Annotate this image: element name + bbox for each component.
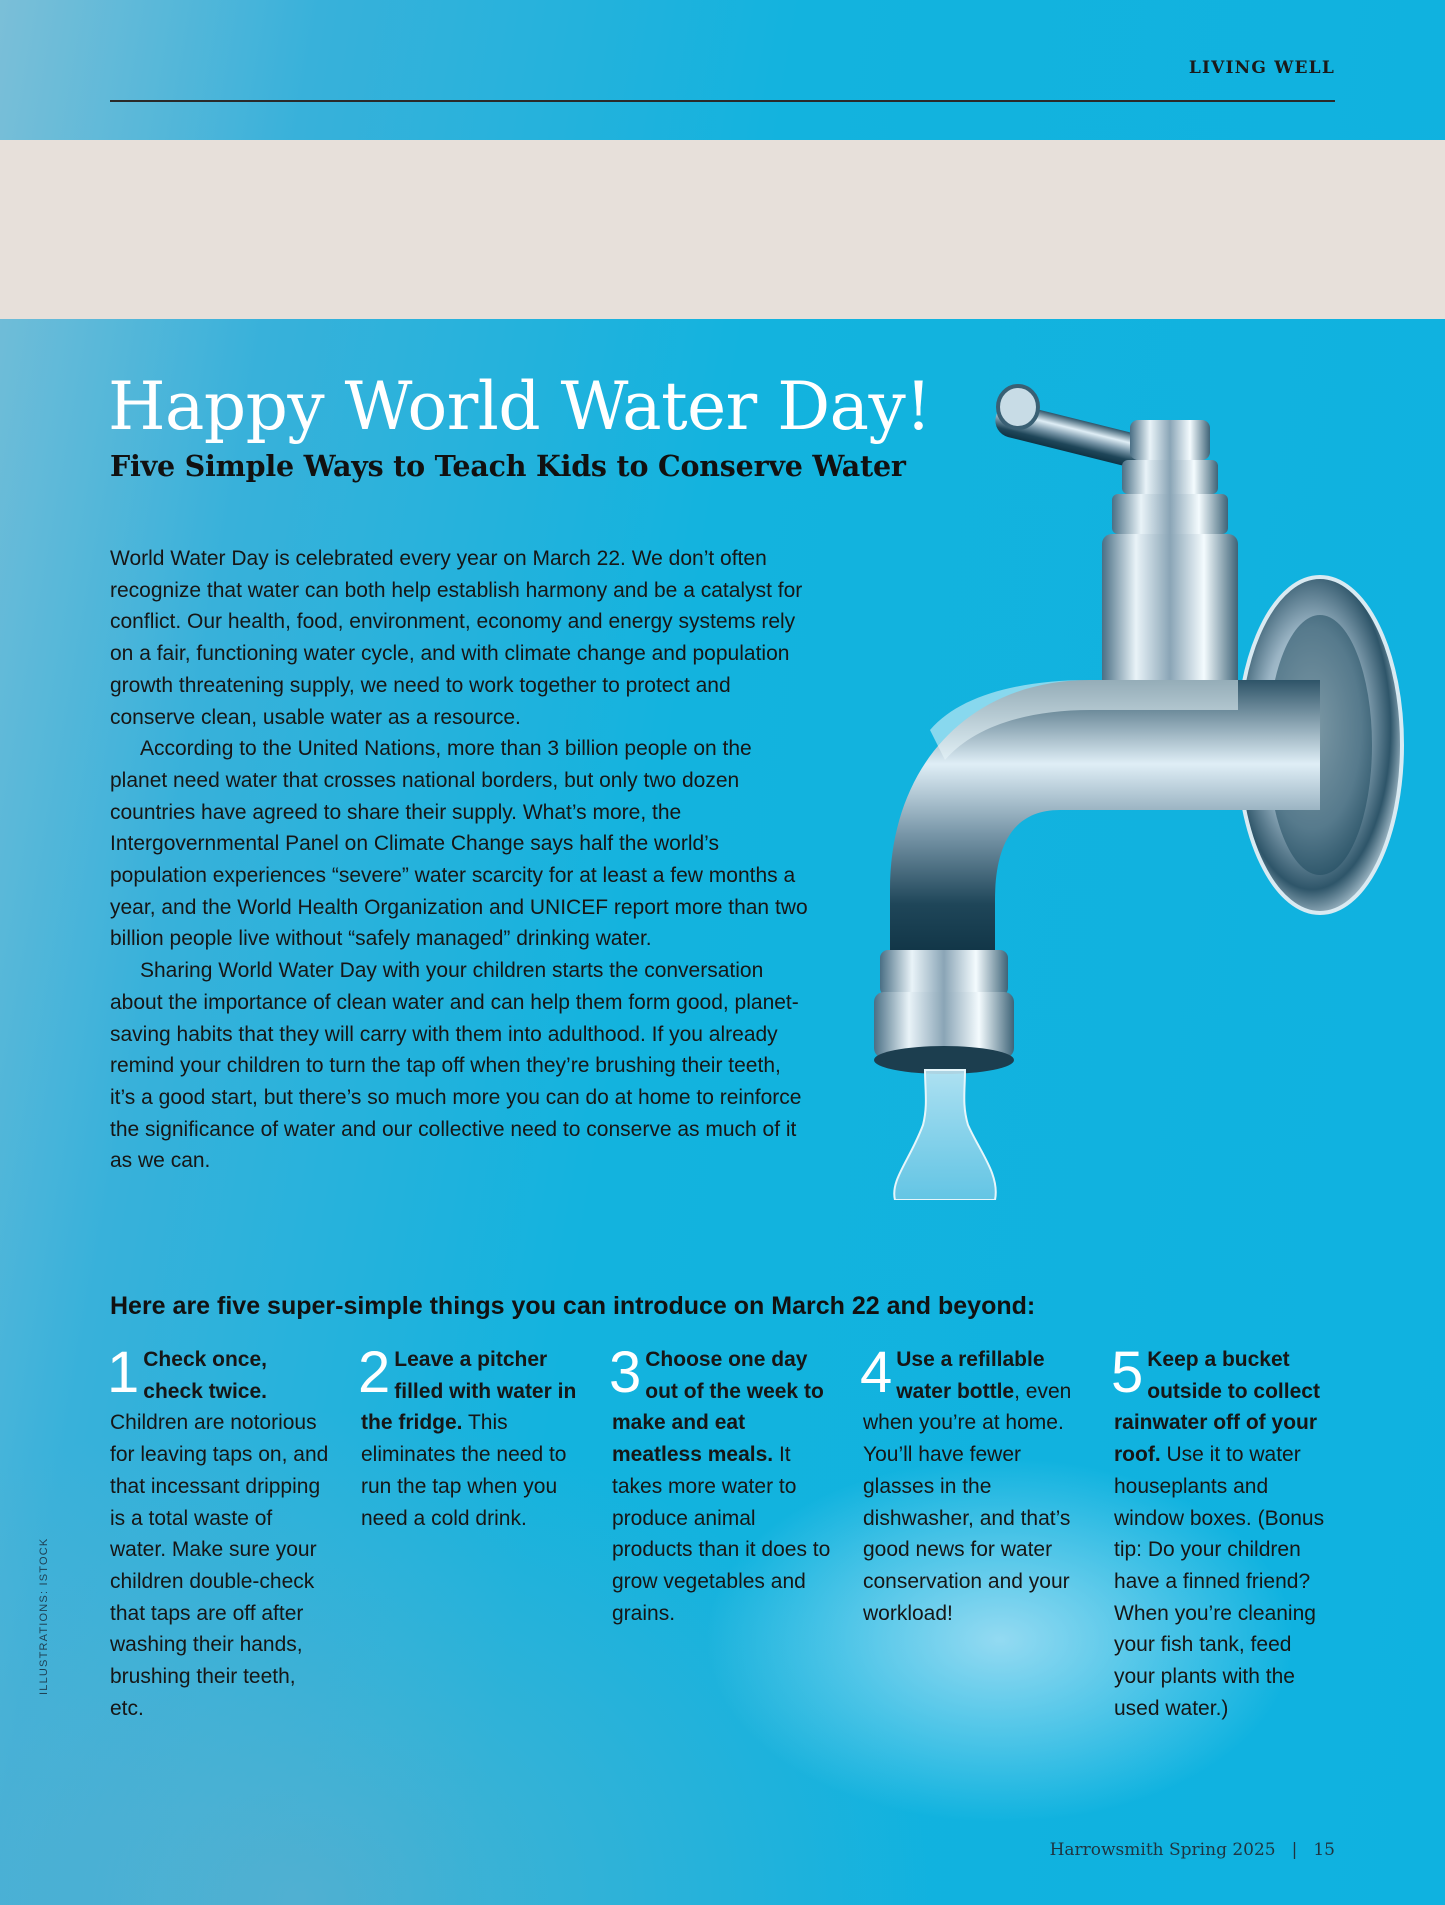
tip-lead: Leave a pitcher filled with water in the fridge. (361, 1348, 577, 1435)
tip-number: 1 (107, 1340, 140, 1405)
intro-text (110, 543, 810, 1177)
tip-text: , even when you’re at home. You’ll have fewer glasses in the dishwasher, and that’s good news for water conservation and your workload! (863, 1379, 1072, 1625)
tip-text: Use it to water houseplants and window boxes. (Bonus tip: Do your children have a finned friend? When you’re cleaning your fish tank, feed your plants with the used water.) (1114, 1443, 1325, 1720)
tip-number: 5 (1111, 1340, 1144, 1405)
tips-heading: Here are five super-simple things you can introduce on March 22 and beyond: (110, 1292, 1036, 1320)
intro-paragraph-3: Sharing World Water Day with your children starts the conversation about the importance of clean water and can help them form good, planet-saving habits that they will carry with them into adulthood. If you already remind your children to turn the tap off when they’re brushing their teeth, it’s a good start, but there’s so much more you can do at home to reinforce the significance of water and our collective need to conserve as much of it as we can. (110, 959, 802, 1173)
tip-1 (107, 1340, 331, 1724)
illustration-credit: ILLUSTRATIONS: ISTOCK (38, 1537, 50, 1695)
tip-lead: Check once, check twice. (143, 1348, 267, 1403)
tip-number: 3 (609, 1340, 642, 1405)
page-number: 15 (1313, 1840, 1335, 1860)
article-title: Happy World Water Day! (108, 368, 932, 445)
intro-paragraph-1: World Water Day is celebrated every year on March 22. We don’t often recognize that water can both help establish harmony and be a catalyst for conflict. Our health, food, environment, economy and energy systems rely on a fair, functioning water cycle, and with climate change and population growth threatening supply, we need to work together to protect and conserve clean, usable water as a resource. (110, 547, 803, 729)
banner-band (0, 140, 1445, 319)
tip-text: It takes more water to produce animal products than it does to grow vegetables and grains. (612, 1443, 831, 1625)
tip-lead: Keep a bucket outside to collect rainwater off of your roof. (1114, 1348, 1320, 1467)
faucet-illustration (760, 380, 1410, 1200)
article-subtitle: Five Simple Ways to Teach Kids to Conserve Water (110, 449, 906, 483)
page-footer (1050, 1840, 1335, 1860)
tip-4 (860, 1340, 1084, 1724)
tips-list (107, 1340, 1350, 1724)
tip-2 (358, 1340, 582, 1724)
tip-lead: Use a refillable water bottle (896, 1348, 1045, 1403)
tip-number: 4 (860, 1340, 893, 1405)
tip-text: This eliminates the need to run the tap when you need a cold drink. (361, 1411, 567, 1530)
tip-5 (1111, 1340, 1335, 1724)
tip-lead: Choose one day out of the week to make and eat meatless meals. (612, 1348, 824, 1467)
footer-separator: | (1291, 1840, 1298, 1860)
header-rule (110, 100, 1335, 102)
intro-paragraph-2: According to the United Nations, more than 3 billion people on the planet need water that crosses national borders, but only two dozen countries have agreed to share their supply. What’s more, the Intergovernmental Panel on Climate Change says half the world’s population experiences “severe” water scarcity for at least a few months a year, and the World Health Organization and UNICEF report more than two billion people live without “safely managed” drinking water. (110, 737, 808, 951)
tip-3 (609, 1340, 833, 1724)
tip-number: 2 (358, 1340, 391, 1405)
publication-name: Harrowsmith Spring 2025 (1049, 1840, 1276, 1860)
section-label: LIVING WELL (1188, 58, 1335, 78)
tip-text: Children are notorious for leaving taps on, and that incessant dripping is a total waste of water. Make sure your children double-check that taps are off after washing their hands, brushing their teeth, etc. (110, 1411, 329, 1720)
